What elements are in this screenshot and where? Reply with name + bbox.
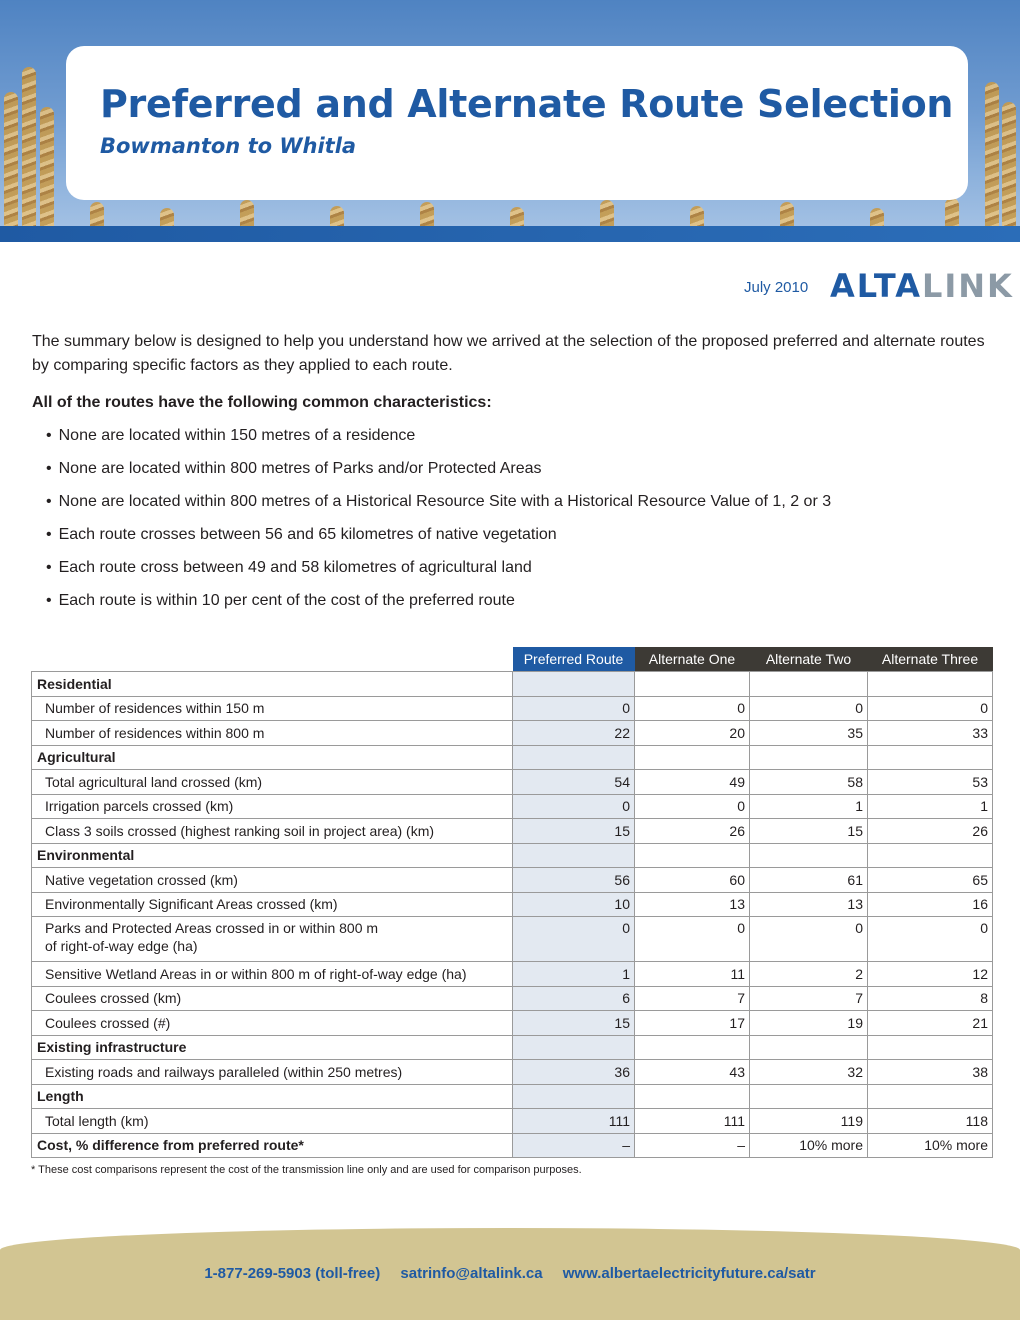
section-title: Environmental [32,843,513,868]
contact-line [0,1265,1020,1282]
table-row [32,868,993,893]
cost-footnote: * These cost comparisons represent the cost of the transmission line only and are used for comparison purposes. [31,1164,582,1176]
cell-value: 15 [513,819,635,844]
cell-value: – [635,1133,750,1158]
cell-value: 1 [750,794,868,819]
table-row [32,721,993,746]
table-row [32,1060,993,1085]
section-row [32,672,993,697]
cell-value: 0 [750,696,868,721]
publication-date: July 2010 [744,279,809,296]
section-title: Existing infrastructure [32,1035,513,1060]
header-blue-strip [0,226,1020,242]
cell-value: 43 [635,1060,750,1085]
row-label: Existing roads and railways paralleled (within 250 metres) [32,1060,513,1085]
list-item: • None are located within 800 metres of a Historical Resource Site with a Historical Resource Value of 1, 2 or 3 [46,491,831,524]
route-comparison-table [31,647,993,1158]
cell-value: 35 [750,721,868,746]
cell-value: 7 [635,986,750,1011]
cell-value: 0 [635,917,750,962]
cell-value: 10 [513,892,635,917]
cell-value: 20 [635,721,750,746]
list-item: • None are located within 150 metres of a residence [46,425,831,458]
cell-value: 0 [635,696,750,721]
cell-value: 1 [868,794,993,819]
cost-row [32,1133,993,1158]
table-row [32,986,993,1011]
cell-value: 0 [868,917,993,962]
header-banner [0,0,1020,242]
table-row [32,962,993,987]
cell-value: 10% more [750,1133,868,1158]
cell-value: 38 [868,1060,993,1085]
header-spacer [32,647,513,672]
cell-value: 54 [513,770,635,795]
row-label: Environmentally Significant Areas crossed (km) [32,892,513,917]
column-header-alternate-one: Alternate One [635,647,750,672]
common-characteristics-heading: All of the routes have the following common characteristics: [32,394,492,411]
row-label: Sensitive Wetland Areas in or within 800 m of right-of-way edge (ha) [32,962,513,987]
cell-value: 13 [750,892,868,917]
table-row [32,819,993,844]
cell-value: 2 [750,962,868,987]
common-characteristics-list [46,425,831,623]
cell-value: 53 [868,770,993,795]
cell-value: 15 [513,1011,635,1036]
cell-value: 32 [750,1060,868,1085]
cell-value: 56 [513,868,635,893]
logo-part-link: LINK [921,267,1014,305]
cell-value: 0 [513,917,635,962]
row-label-line-1: Parks and Protected Areas crossed in or within 800 m [45,920,379,936]
cell-value: 111 [635,1109,750,1134]
row-label: Number of residences within 150 m [32,696,513,721]
table-row [32,892,993,917]
column-header-preferred-route: Preferred Route [513,647,635,672]
section-title: Length [32,1084,513,1109]
page-title: Preferred and Alternate Route Selection [100,82,954,126]
cell-value: 61 [750,868,868,893]
cell-value: 21 [868,1011,993,1036]
section-row [32,843,993,868]
row-label [32,917,513,962]
cell-value: 0 [868,696,993,721]
cell-value: 0 [750,917,868,962]
page-subtitle: Bowmanton to Whitla [100,134,357,158]
cell-value: 19 [750,1011,868,1036]
column-header-alternate-two: Alternate Two [750,647,868,672]
cell-value: 22 [513,721,635,746]
cell-value: 33 [868,721,993,746]
section-row [32,1035,993,1060]
table-row [32,770,993,795]
cell-value: 119 [750,1109,868,1134]
phone-number: 1-877-269-5903 (toll-free) [204,1265,381,1282]
table-row [32,794,993,819]
cell-value: 12 [868,962,993,987]
row-label: Irrigation parcels crossed (km) [32,794,513,819]
cell-value: – [513,1133,635,1158]
cell-value: 15 [750,819,868,844]
cell-value: 7 [750,986,868,1011]
cell-value: 49 [635,770,750,795]
table-header-row [32,647,993,672]
table-row [32,696,993,721]
email-link[interactable]: satrinfo@altalink.ca [400,1265,543,1282]
cell-value: 118 [868,1109,993,1134]
cell-value: 16 [868,892,993,917]
cell-value: 60 [635,868,750,893]
column-header-alternate-three: Alternate Three [868,647,993,672]
cell-value: 26 [868,819,993,844]
cell-value: 0 [513,696,635,721]
cell-value: 26 [635,819,750,844]
list-item: • Each route cross between 49 and 58 kilometres of agricultural land [46,557,831,590]
row-label-line-2: of right-of-way edge (ha) [45,938,198,954]
row-label: Class 3 soils crossed (highest ranking soil in project area) (km) [32,819,513,844]
cell-value: 0 [635,794,750,819]
logo-part-alta: ALTA [830,267,922,305]
section-title: Residential [32,672,513,697]
cell-value: 0 [513,794,635,819]
cell-value: 10% more [868,1133,993,1158]
row-label: Total agricultural land crossed (km) [32,770,513,795]
table-row [32,917,993,962]
cell-value: 111 [513,1109,635,1134]
row-label: Number of residences within 800 m [32,721,513,746]
altalink-logo [830,268,1014,304]
row-label: Native vegetation crossed (km) [32,868,513,893]
cell-value: 13 [635,892,750,917]
cell-value: 65 [868,868,993,893]
table-row [32,1011,993,1036]
row-label: Cost, % difference from preferred route* [32,1133,513,1158]
section-row [32,1084,993,1109]
cell-value: 36 [513,1060,635,1085]
list-item: • Each route crosses between 56 and 65 kilometres of native vegetation [46,524,831,557]
cell-value: 6 [513,986,635,1011]
title-card [66,46,968,200]
cell-value: 11 [635,962,750,987]
section-row [32,745,993,770]
cell-value: 17 [635,1011,750,1036]
cell-value: 8 [868,986,993,1011]
row-label: Coulees crossed (#) [32,1011,513,1036]
row-label: Total length (km) [32,1109,513,1134]
intro-paragraph: The summary below is designed to help you understand how we arrived at the selection of the proposed preferred and alternate routes by comparing specific factors as they applied to each route. [32,333,985,374]
website-link[interactable]: www.albertaelectricityfuture.ca/satr [562,1265,816,1282]
row-label: Coulees crossed (km) [32,986,513,1011]
cell-value: 1 [513,962,635,987]
list-item: • Each route is within 10 per cent of the cost of the preferred route [46,590,831,623]
cell-value: 58 [750,770,868,795]
list-item: • None are located within 800 metres of Parks and/or Protected Areas [46,458,831,491]
table-row [32,1109,993,1134]
section-title: Agricultural [32,745,513,770]
